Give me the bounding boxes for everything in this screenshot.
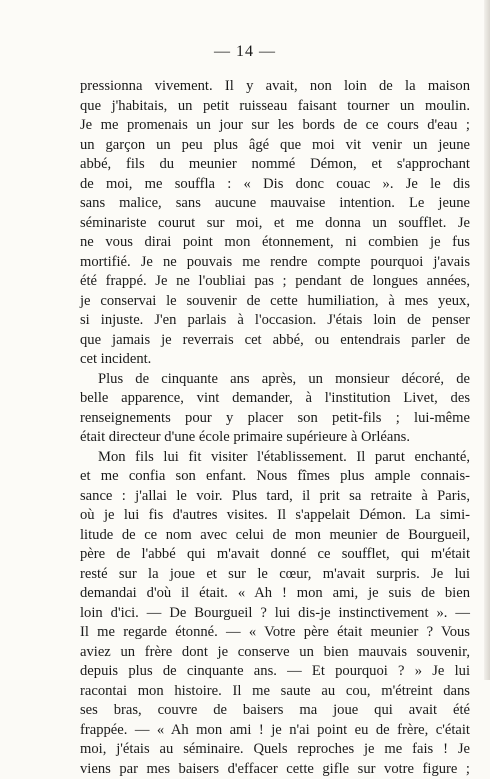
page-edge (484, 0, 490, 680)
text-line: viens par mes baisers d'effacer cette gifle sur votre figure ; (80, 760, 470, 779)
text-line: père de l'abbé qui m'avait donné ce soufflet, qui m'était (80, 545, 470, 565)
text-line: sans malice, sans aucune mauvaise intention. Le jeune (80, 194, 470, 214)
body-text (80, 77, 470, 779)
text-line: pressionna vivement. Il y avait, non loin de la maison (80, 77, 470, 97)
text-line: de moi, me souffla : « Dis donc couac ». Je le dis (80, 175, 470, 195)
page-number: — 14 — (0, 43, 490, 61)
text-line: frappée. — « Ah mon ami ! je n'ai point eu de frère, c'était (80, 721, 470, 741)
text-line: où je lui fis d'autres visites. Il s'appelait Démon. La simi- (80, 506, 470, 526)
text-line: mortifié. Je ne pouvais me rendre compte pourquoi j'avais (80, 253, 470, 273)
text-line: je conservai le souvenir de cette humiliation, à mes yeux, (80, 292, 470, 312)
text-line: ne vous dirai point mon étonnement, ni combien je fus (80, 233, 470, 253)
text-line: sance : j'allai le voir. Plus tard, il prit sa retraite à Paris, (80, 487, 470, 507)
text-line: un garçon un peu plus âgé que moi vit venir un jeune (80, 136, 470, 156)
text-line: resté sur la joue et sur le cœur, m'avait surpris. Je lui (80, 565, 470, 585)
text-line: et me confia son enfant. Nous fîmes plus ample connais- (80, 467, 470, 487)
text-line: renseignements pour y placer son petit-fils ; lui-même (80, 409, 470, 429)
text-line: cet incident. (80, 350, 470, 370)
text-line: si injuste. J'en parlais à l'occasion. J'étais loin de penser (80, 311, 470, 331)
text-line: séminariste courut sur moi, et me donna un soufflet. Je (80, 214, 470, 234)
text-line: été frappé. Je ne l'oubliai pas ; pendant de longues années, (80, 272, 470, 292)
text-line: Il me regarde étonné. — « Votre père était meunier ? Vous (80, 623, 470, 643)
text-line: Plus de cinquante ans après, un monsieur décoré, de (80, 370, 470, 390)
text-line: racontai mon histoire. Il me saute au cou, m'étreint dans (80, 682, 470, 702)
text-line: belle apparence, vint demander, à l'institution Livet, des (80, 389, 470, 409)
text-line: loin d'ici. — De Bourgueil ? lui dis-je instinctivement ». — (80, 604, 470, 624)
text-line: litude de ce nom avec celui de mon meunier de Bourgueil, (80, 526, 470, 546)
text-line: était directeur d'une école primaire supérieure à Orléans. (80, 428, 470, 448)
text-line: Je me promenais un jour sur les bords de ce cours d'eau ; (80, 116, 470, 136)
text-line: demandai d'où il était. « Ah ! mon ami, je suis de bien (80, 584, 470, 604)
text-line: moi, j'étais au séminaire. Quels reproches je me fais ! Je (80, 740, 470, 760)
text-line: que j'habitais, un petit ruisseau faisant tourner un moulin. (80, 97, 470, 117)
text-line: ses bras, couvre de baisers ma joue qui avait été (80, 701, 470, 721)
text-line: que jamais je reverrais cet abbé, ou entendrais parler de (80, 331, 470, 351)
text-line: depuis plus de cinquante ans. — Et pourquoi ? » Je lui (80, 662, 470, 682)
text-line: aviez un frère dont je conserve un bien mauvais souvenir, (80, 643, 470, 663)
text-line: Mon fils lui fit visiter l'établissement. Il parut enchanté, (80, 448, 470, 468)
text-line: abbé, fils du meunier nommé Démon, et s'approchant (80, 155, 470, 175)
